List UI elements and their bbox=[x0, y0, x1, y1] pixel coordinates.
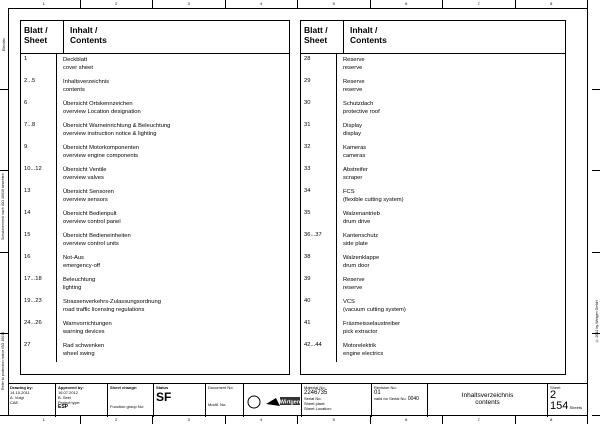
sheet-number-cell: 24...26 bbox=[21, 318, 57, 340]
contents-de: Übersicht Motorkomponenten bbox=[63, 145, 140, 151]
contents-de: Kameras bbox=[343, 145, 367, 151]
ruler-col: 3 bbox=[153, 0, 226, 8]
contents-cell bbox=[337, 76, 371, 98]
left-margin-notes bbox=[1, 90, 8, 390]
logo-cell bbox=[244, 384, 302, 417]
contents-en: warning devices bbox=[63, 329, 105, 335]
table-row bbox=[21, 98, 289, 120]
sheet-number-cell: 27 bbox=[21, 340, 57, 362]
protection-note: Schutzvermerk nach ISO 16016 beachten bbox=[1, 173, 5, 240]
contents-en: (flexible cutting system) bbox=[343, 197, 404, 203]
ruler-col: 8 bbox=[516, 416, 589, 424]
sheet-header: Blatt / bbox=[24, 25, 48, 35]
document-cell bbox=[206, 384, 244, 417]
serial-label: Serial No: bbox=[304, 396, 322, 401]
table-row bbox=[21, 120, 289, 142]
contents-en: protective roof bbox=[343, 109, 380, 115]
sheet-number: 2 bbox=[550, 389, 557, 401]
ruler-col: 1 bbox=[8, 0, 81, 8]
table-header bbox=[21, 21, 289, 54]
sheet-change-cell bbox=[108, 384, 154, 417]
contents-header: Inhalt / bbox=[350, 25, 378, 35]
sheet-title-en: contents bbox=[475, 399, 500, 406]
contents-cell bbox=[337, 318, 406, 340]
sheet-location-label: Sheet Location: bbox=[304, 406, 332, 411]
drawing-date: 14.10.2011 bbox=[10, 390, 30, 395]
bottom-ruler bbox=[8, 416, 588, 424]
table-row bbox=[301, 164, 565, 186]
sheet-number-cell: 28 bbox=[301, 54, 337, 76]
contents-de: Übersicht Bedieneinheiten bbox=[63, 233, 131, 239]
brand-text: Wirtgen bbox=[279, 399, 301, 406]
contents-de: Reserve bbox=[343, 57, 365, 63]
protection-note-en: Refer to protection notice ISO 16016 bbox=[1, 331, 5, 390]
contents-header: Inhalt / bbox=[70, 25, 98, 35]
approved-name: B. Seel bbox=[58, 395, 71, 400]
sheet-number-cell: 10...12 bbox=[21, 164, 57, 186]
contents-en: reserve bbox=[343, 87, 363, 93]
contents-de: Strassenverkehrs-Zulassungsordnung bbox=[63, 299, 161, 305]
table-row bbox=[301, 186, 565, 208]
contents-de: Übersicht Ortskennzeichen bbox=[63, 101, 133, 107]
contents-de: Fräsmeisselaustreiber bbox=[343, 321, 401, 327]
table-row bbox=[301, 54, 565, 76]
table-row bbox=[301, 98, 565, 120]
contents-de: Übersicht Sensoren bbox=[63, 189, 114, 195]
sheet-number-cell: 35 bbox=[301, 208, 337, 230]
total-sheets: 154 bbox=[550, 400, 569, 412]
contents-cell bbox=[337, 164, 374, 186]
contents-cell bbox=[337, 98, 386, 120]
document-no-label: Document No: bbox=[208, 385, 234, 390]
contents-de: VCS bbox=[343, 299, 355, 305]
sheet-change-label: Sheet change: bbox=[110, 385, 138, 390]
contents-de: Motorelektrik bbox=[343, 343, 377, 349]
contents-cell bbox=[337, 340, 389, 362]
sheet-number-cell: 40 bbox=[301, 296, 337, 318]
contents-en: cameras bbox=[343, 153, 366, 159]
table-row bbox=[301, 296, 565, 318]
table-row bbox=[21, 76, 289, 98]
contents-en: drum door bbox=[343, 263, 370, 269]
revision-value: 01 bbox=[374, 390, 381, 396]
contents-de: Walzenklappe bbox=[343, 255, 380, 261]
contents-de: FCS bbox=[343, 189, 355, 195]
contents-cell bbox=[57, 54, 99, 76]
sheet-number-cell: 14 bbox=[21, 208, 57, 230]
contents-en: overview sensors bbox=[63, 197, 108, 203]
contents-de: Übersicht Warneinrichtung & Beleuchtung bbox=[63, 123, 171, 129]
sheet-number-cell bbox=[548, 384, 588, 417]
contents-en: wheel swing bbox=[63, 351, 95, 357]
table-row bbox=[21, 186, 289, 208]
contents-cell bbox=[337, 230, 384, 252]
sheet-number-cell: 30 bbox=[301, 98, 337, 120]
contents-en: (vacuum cutting system) bbox=[343, 307, 406, 313]
ruler-col: 5 bbox=[298, 0, 371, 8]
table-header bbox=[301, 21, 565, 54]
sheet-number-cell: 42...44 bbox=[301, 340, 337, 362]
contents-cell bbox=[337, 142, 372, 164]
sheet-header-en: Sheet bbox=[304, 35, 328, 45]
contents-cell bbox=[337, 186, 410, 208]
copyright: © 2012 by Wirtgen GmbH bbox=[595, 300, 599, 343]
contents-en: overview instruction notice & lighting bbox=[63, 131, 157, 137]
approved-cell bbox=[56, 384, 108, 417]
serial-valid-label: valid for Serial No. bbox=[374, 396, 407, 401]
contents-de: Schutzdach bbox=[343, 101, 374, 107]
contents-cell bbox=[337, 252, 385, 274]
contents-de: Walzenantrieb bbox=[343, 211, 380, 217]
table-row bbox=[21, 230, 289, 252]
ruler-col: 5 bbox=[298, 416, 371, 424]
sheet-number-cell: 9 bbox=[21, 142, 57, 164]
contents-cell bbox=[57, 340, 110, 362]
contents-en: engine electrics bbox=[343, 351, 384, 357]
contents-en: contents bbox=[63, 87, 85, 93]
contents-de: Kantenschutz bbox=[343, 233, 379, 239]
contents-de: Warnvorrichtungen bbox=[63, 321, 112, 327]
table-row bbox=[301, 142, 565, 164]
contents-en: reserve bbox=[343, 285, 363, 291]
table-row bbox=[21, 252, 289, 274]
function-group-label: Function group No: bbox=[110, 404, 145, 409]
contents-cell bbox=[57, 318, 118, 340]
revision-cell bbox=[372, 384, 428, 417]
contents-en: drum drive bbox=[343, 219, 371, 225]
contents-de: Beleuchtung bbox=[63, 277, 96, 283]
sheet-number-cell: 29 bbox=[301, 76, 337, 98]
ruler-col: 2 bbox=[81, 0, 154, 8]
drawing-by-cell bbox=[8, 384, 56, 417]
contents-de: Übersicht Ventile bbox=[63, 167, 107, 173]
contents-cell bbox=[57, 230, 137, 252]
sheet-number-cell: 1 bbox=[21, 54, 57, 76]
contents-en: scraper bbox=[343, 175, 363, 181]
sheet-number-cell: 13 bbox=[21, 186, 57, 208]
contents-de: Not-Aus bbox=[63, 255, 84, 261]
table-row bbox=[301, 230, 565, 252]
contents-cell bbox=[57, 252, 106, 274]
drawing-name: A. Voigt bbox=[10, 395, 24, 400]
sheet-number-cell: 36...37 bbox=[301, 230, 337, 252]
table-row bbox=[21, 318, 289, 340]
revision-no-label: Revision No: bbox=[374, 385, 397, 390]
sheet-number-cell: 39 bbox=[301, 274, 337, 296]
title-block bbox=[8, 383, 588, 417]
electric-label: Electric bbox=[1, 38, 6, 52]
contents-cell bbox=[337, 274, 371, 296]
status-label: Status bbox=[156, 385, 169, 390]
sheet-number-cell: 32 bbox=[301, 142, 337, 164]
contents-cell bbox=[57, 186, 120, 208]
sheet-number-cell: 16 bbox=[21, 252, 57, 274]
sheet-header-en: Sheet bbox=[24, 35, 48, 45]
sheet-number-cell: 15 bbox=[21, 230, 57, 252]
contents-en: side plate bbox=[343, 241, 368, 247]
contents-de: Inhaltsverzeichnis bbox=[63, 79, 110, 85]
contents-en: overview Location designation bbox=[63, 109, 141, 115]
table-row bbox=[301, 340, 565, 362]
contents-cell bbox=[57, 296, 167, 318]
contents-cell bbox=[57, 98, 147, 120]
material-cell bbox=[302, 384, 372, 417]
contents-cell bbox=[57, 76, 115, 98]
ruler-col: 7 bbox=[443, 416, 516, 424]
sheet-number-cell: 2...5 bbox=[21, 76, 57, 98]
contents-cell bbox=[337, 296, 412, 318]
table-row bbox=[21, 274, 289, 296]
sheet-number-cell: 17...18 bbox=[21, 274, 57, 296]
sheet-number-cell: 41 bbox=[301, 318, 337, 340]
ruler-col: 4 bbox=[226, 0, 299, 8]
contents-de: Rad schwenken bbox=[63, 343, 105, 349]
right-ruler bbox=[592, 8, 600, 416]
sheets-label: Sheets bbox=[569, 405, 582, 410]
contents-en: cover sheet bbox=[63, 65, 93, 71]
contents-en: overview engine components bbox=[63, 153, 139, 159]
contents-en: road traffic licensing regulations bbox=[63, 307, 145, 313]
contents-table-right bbox=[300, 20, 566, 375]
sheet-number-cell: 7...8 bbox=[21, 120, 57, 142]
contents-de: Deckblatt bbox=[63, 57, 88, 63]
sheet-number-cell: 33 bbox=[301, 164, 337, 186]
contents-de: Reserve bbox=[343, 79, 365, 85]
material-no-label: Material No: bbox=[304, 385, 326, 390]
table-row bbox=[301, 76, 565, 98]
sheet-plant-label: Sheet plant: bbox=[304, 401, 326, 406]
ruler-col: 6 bbox=[371, 0, 444, 8]
table-row bbox=[301, 120, 565, 142]
contents-en: pick extractor bbox=[343, 329, 378, 335]
contents-de: Reserve bbox=[343, 277, 365, 283]
contents-de: Display bbox=[343, 123, 363, 129]
ruler-col: 8 bbox=[516, 0, 589, 8]
contents-header-en: Contents bbox=[70, 35, 107, 45]
table-row bbox=[301, 252, 565, 274]
contents-table-left bbox=[20, 20, 290, 375]
ruler-col: 1 bbox=[8, 416, 81, 424]
project-type-label: Project type: bbox=[58, 400, 81, 405]
contents-cell bbox=[337, 208, 386, 230]
table-row bbox=[21, 54, 289, 76]
status-value: SF bbox=[156, 390, 172, 404]
title-cell bbox=[428, 384, 548, 417]
contents-en: reserve bbox=[343, 65, 363, 71]
sheet-number-cell: 19...23 bbox=[21, 296, 57, 318]
table-row bbox=[21, 296, 289, 318]
table-row bbox=[21, 142, 289, 164]
table-row bbox=[21, 164, 289, 186]
contents-en: overview control panel bbox=[63, 219, 121, 225]
sheet-number-cell: 38 bbox=[301, 252, 337, 274]
contents-cell bbox=[337, 120, 368, 142]
sheet-number-cell: 6 bbox=[21, 98, 57, 120]
contents-en: emergency-off bbox=[63, 263, 100, 269]
contents-header-en: Contents bbox=[350, 35, 387, 45]
table-row bbox=[301, 208, 565, 230]
wirtgen-logo bbox=[244, 384, 302, 417]
contents-en: overview valves bbox=[63, 175, 104, 181]
table-row bbox=[301, 274, 565, 296]
material-no-value: 2246735 bbox=[304, 390, 328, 396]
approved-date: 16.07.2012 bbox=[58, 390, 79, 395]
contents-en: display bbox=[343, 131, 362, 137]
contents-cell bbox=[57, 164, 113, 186]
contents-en: lighting bbox=[63, 285, 82, 291]
table-row bbox=[21, 340, 289, 362]
sheet-title-de: Inhaltsverzeichnis bbox=[461, 392, 514, 399]
top-ruler bbox=[8, 0, 588, 8]
contents-cell bbox=[57, 142, 145, 164]
ruler-col: 2 bbox=[81, 416, 154, 424]
contents-de: Abstreifer bbox=[343, 167, 368, 173]
modif-no-label: Modif. No: bbox=[208, 402, 227, 407]
contents-cell bbox=[57, 274, 101, 296]
ruler-col: 4 bbox=[226, 416, 299, 424]
cae-label: CAE bbox=[10, 400, 19, 405]
contents-de: Übersicht Bedienpult bbox=[63, 211, 117, 217]
contents-cell bbox=[57, 208, 127, 230]
sheet-number-cell: 34 bbox=[301, 186, 337, 208]
contents-en: overview control units bbox=[63, 241, 119, 247]
sheet-number-cell: 31 bbox=[301, 120, 337, 142]
serial-value: 0040 bbox=[407, 396, 419, 402]
project-value: ESP bbox=[58, 404, 69, 410]
ruler-col: 6 bbox=[371, 416, 444, 424]
sheet-label: Sheet bbox=[550, 385, 561, 390]
status-cell bbox=[154, 384, 206, 417]
approved-by-label: Approved by: bbox=[58, 385, 84, 390]
contents-cell bbox=[337, 54, 371, 76]
ruler-col: 3 bbox=[153, 416, 226, 424]
sheet-header: Blatt / bbox=[304, 25, 328, 35]
table-row bbox=[21, 208, 289, 230]
table-row bbox=[301, 318, 565, 340]
ruler-col: 7 bbox=[443, 0, 516, 8]
contents-cell bbox=[57, 120, 176, 142]
drawing-by-label: Drawing by: bbox=[10, 385, 33, 390]
